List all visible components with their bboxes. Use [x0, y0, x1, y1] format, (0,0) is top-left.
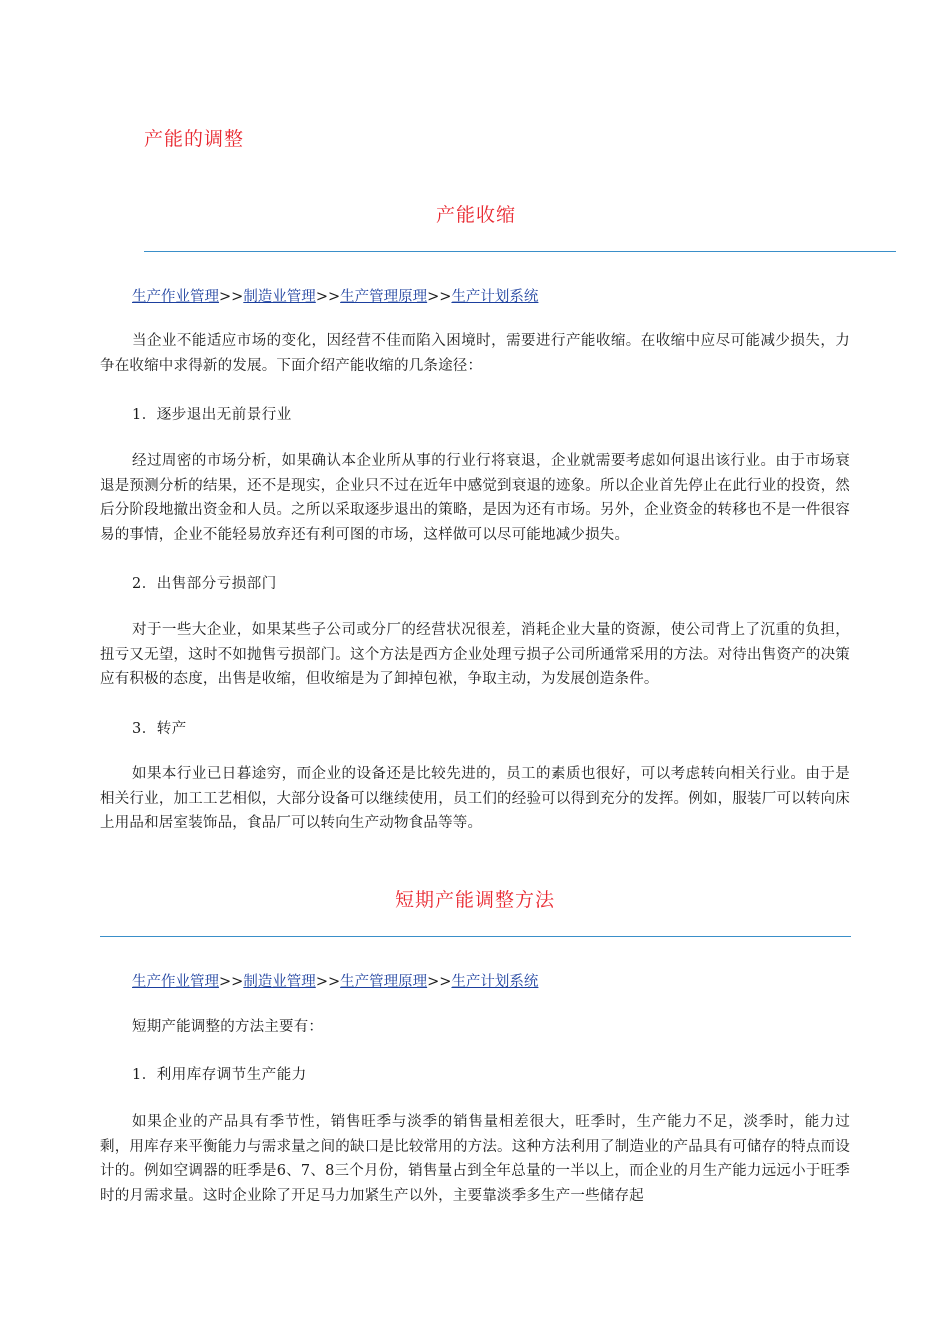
- intro-paragraph: 当企业不能适应市场的变化，因经营不佳而陷入困境时，需要进行产能收缩。在收缩中应尽可能减少损失，力争在收缩中求得新的发展。下面介绍产能收缩的几条途径：: [100, 333, 850, 374]
- section-divider: [100, 936, 851, 937]
- breadcrumb-separator: >>: [427, 974, 452, 990]
- item-paragraph: 经过周密的市场分析，如果确认本企业所从事的行业行将衰退，企业就需要考虑如何退出该行业。由于市场衰退是预测分析的结果，还不是现实，企业只不过在近年中感觉到衰退的迹象。所以企业首先停止在此行业的投资，然后分阶段地撤出资金和人员。之所以采取逐步退出的策略，是因为还有市场。另外，企业资金的转移也不是一件很容易的事情，企业不能轻易放弃还有利可图的市场，这样做可以尽可能地减少损失。: [100, 453, 850, 543]
- breadcrumb-separator: >>: [315, 289, 341, 305]
- section-heading-short-term-adjustment: 短期产能调整方法: [394, 889, 555, 911]
- document-title: 产能的调整: [144, 128, 245, 150]
- breadcrumb-link-production-operations[interactable]: 生产作业管理: [132, 974, 219, 990]
- breadcrumb-link-manufacturing[interactable]: 制造业管理: [243, 289, 316, 305]
- breadcrumb-separator: >>: [315, 974, 341, 990]
- breadcrumb-link-planning-system[interactable]: 生产计划系统: [451, 289, 539, 305]
- breadcrumb-link-production-principles[interactable]: 生产管理原理: [340, 289, 428, 305]
- item-heading: 1．逐步退出无前景行业: [132, 407, 292, 423]
- breadcrumb: [132, 285, 538, 306]
- item-paragraph: 如果企业的产品具有季节性，销售旺季与淡季的销售量相差很大，旺季时，生产能力不足，淡季时，能力过剩，用库存来平衡能力与需求量之间的缺口是比较常用的方法。这种方法利用了制造业的产品具有可储存的特点而设计的。例如空调器的旺季是6、7、8三个月份，销售量占到全年总量的一半以上，而企业的月生产能力远远小于旺季时的月需求量。这时企业除了开足马力加紧生产以外，主要靠淡季多生产一些储存起: [100, 1114, 850, 1204]
- item-paragraph: 如果本行业已日暮途穷，而企业的设备还是比较先进的，员工的素质也很好，可以考虑转向相关行业。由于是相关行业，加工工艺相似，大部分设备可以继续使用，员工们的经验可以得到充分的发挥。例如，服装厂可以转向床上用品和居室装饰品，食品厂可以转向生产动物食品等等。: [100, 766, 850, 831]
- breadcrumb-link-manufacturing[interactable]: 制造业管理: [243, 974, 316, 990]
- breadcrumb: [132, 970, 538, 991]
- breadcrumb-link-production-principles[interactable]: 生产管理原理: [340, 974, 428, 990]
- item-heading: 2．出售部分亏损部门: [132, 576, 277, 592]
- section-divider: [144, 251, 896, 252]
- breadcrumb-separator: >>: [219, 289, 244, 305]
- breadcrumb-separator: >>: [427, 289, 452, 305]
- breadcrumb-link-production-operations[interactable]: 生产作业管理: [132, 289, 219, 305]
- item-heading: 3．转产: [132, 721, 187, 737]
- intro-paragraph: 短期产能调整的方法主要有：: [132, 1019, 324, 1035]
- breadcrumb-separator: >>: [219, 974, 244, 990]
- section-heading-capacity-contraction: 产能收缩: [435, 204, 516, 226]
- item-heading: 1．利用库存调节生产能力: [132, 1067, 307, 1083]
- item-paragraph: 对于一些大企业，如果某些子公司或分厂的经营状况很差，消耗企业大量的资源，使公司背上了沉重的负担，扭亏又无望，这时不如抛售亏损部门。这个方法是西方企业处理亏损子公司所通常采用的方法。对待出售资产的决策应有积极的态度，出售是收缩，但收缩是为了卸掉包袱，争取主动，为发展创造条件。: [100, 622, 850, 687]
- breadcrumb-link-planning-system[interactable]: 生产计划系统: [451, 974, 539, 990]
